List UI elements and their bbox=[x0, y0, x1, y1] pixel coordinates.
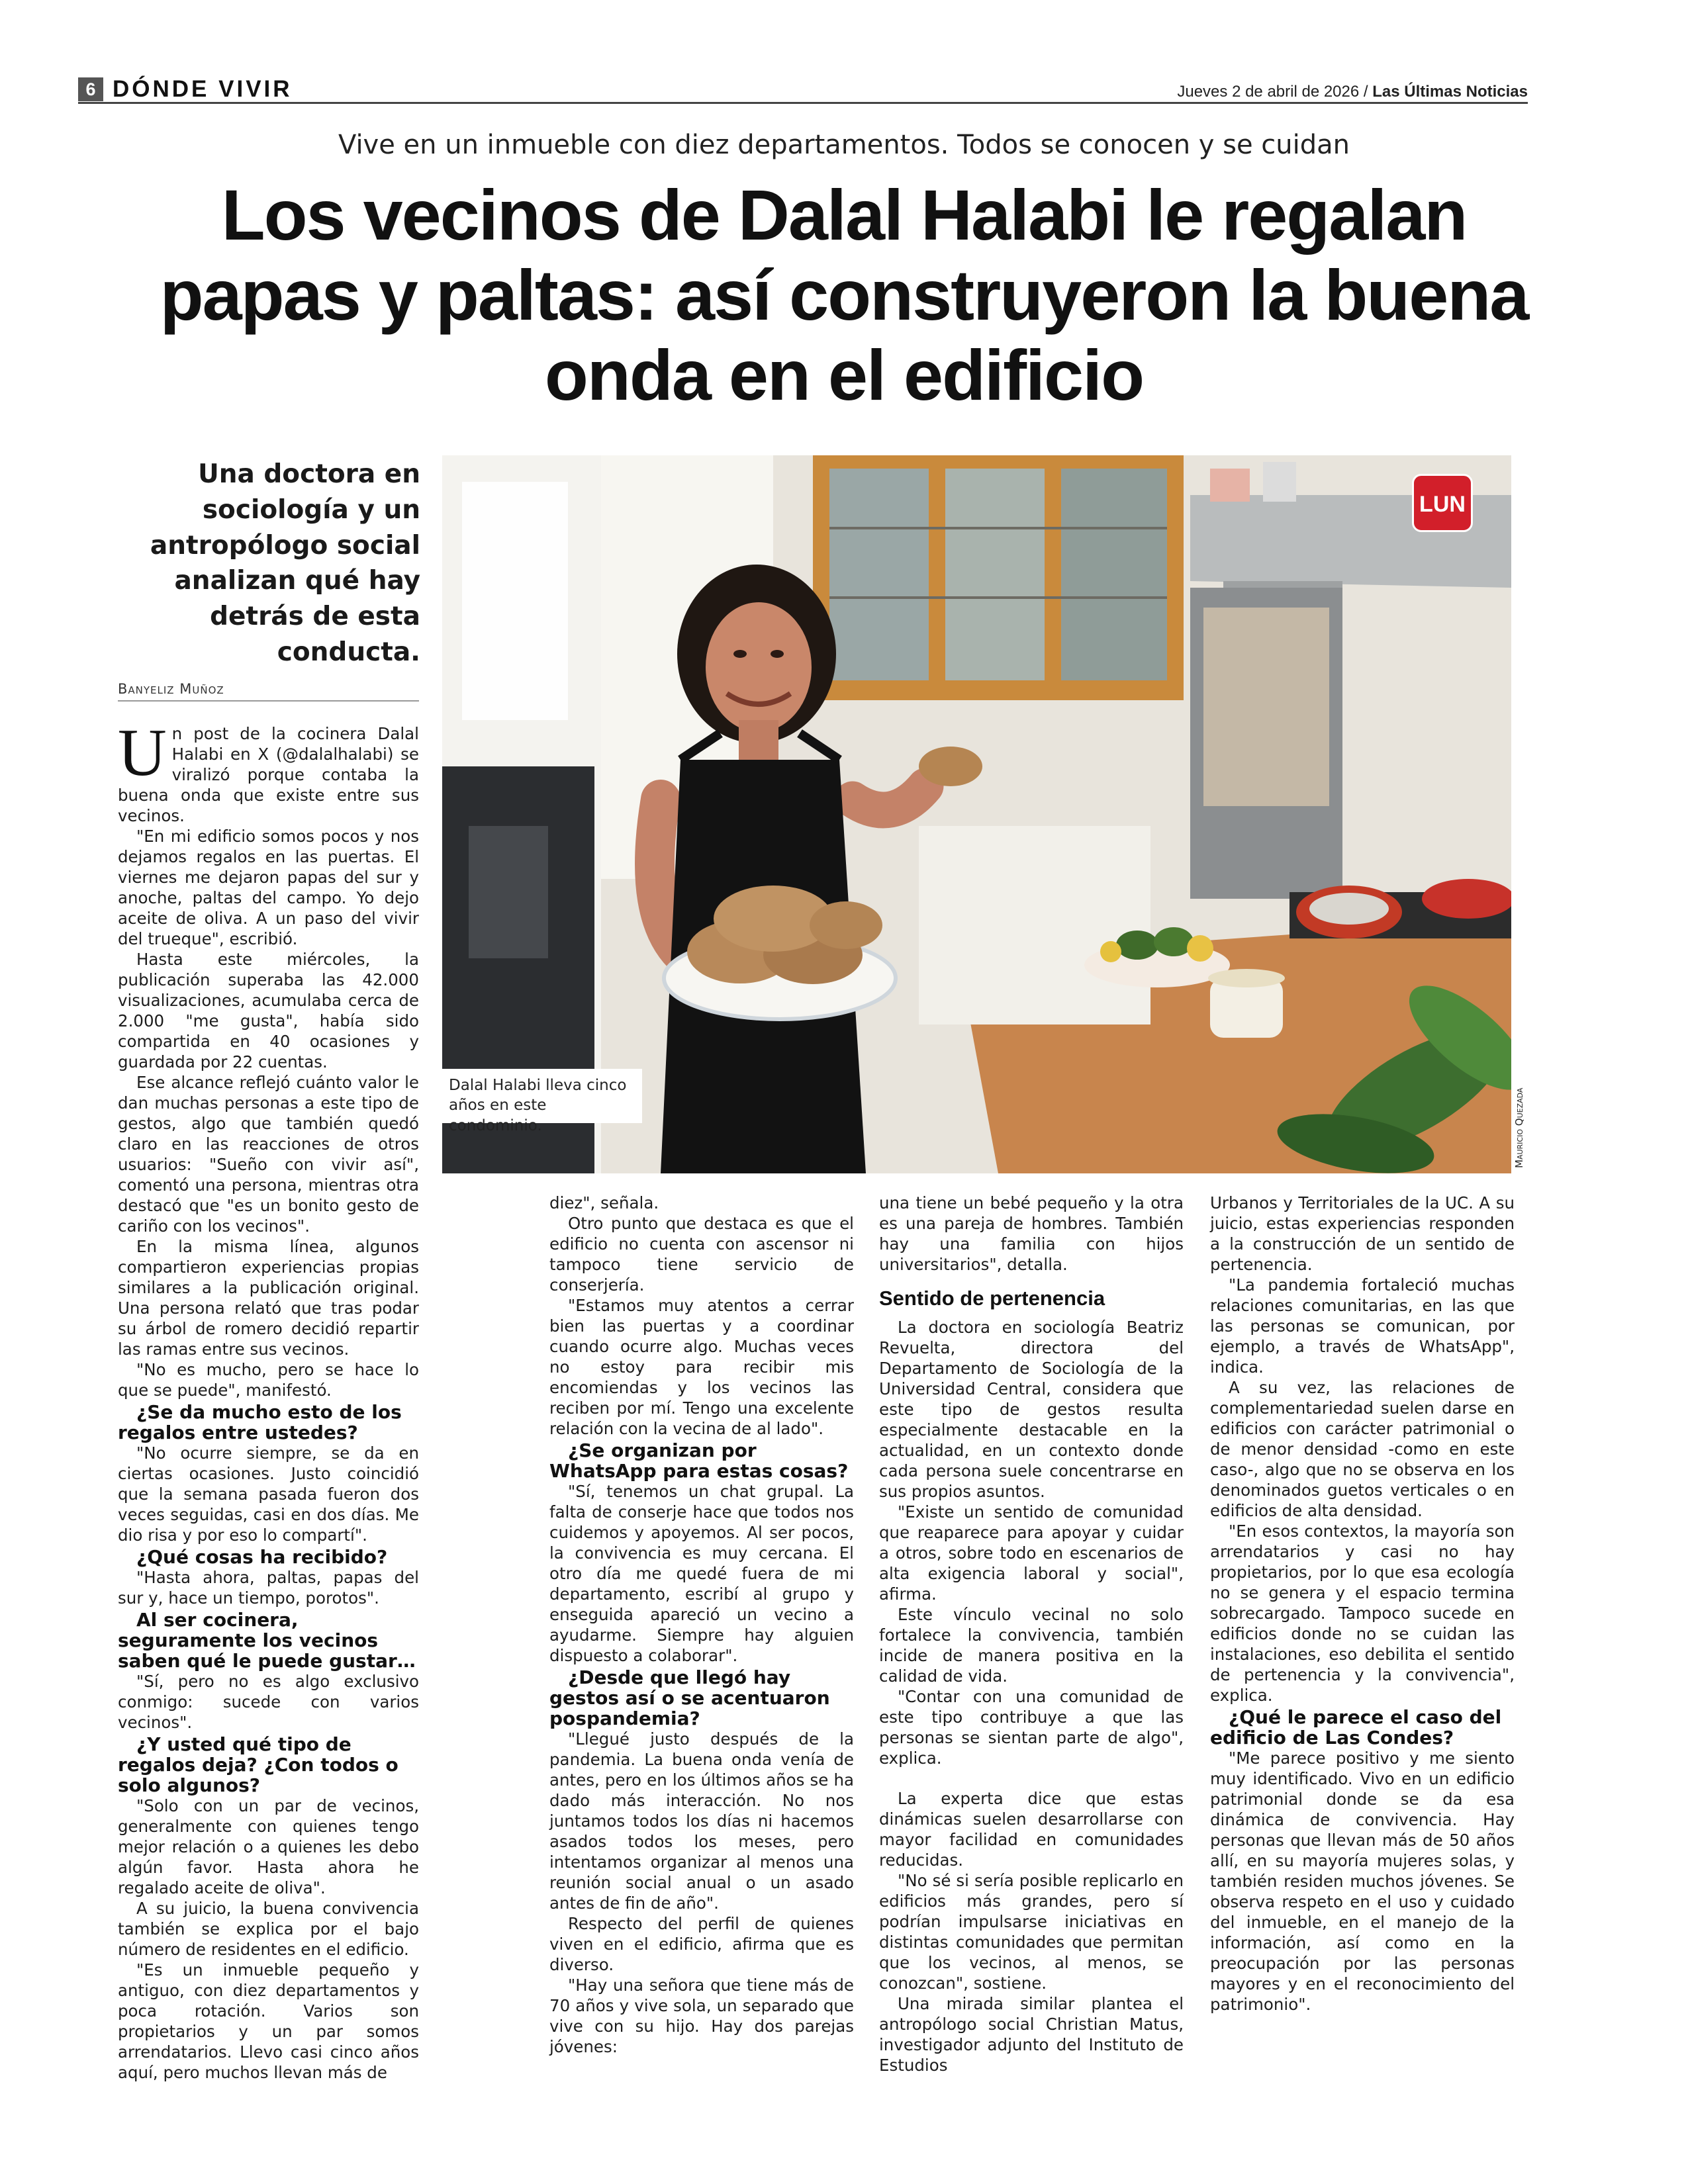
paragraph-gap bbox=[879, 1768, 1184, 1788]
paragraph: "En esos contextos, la mayoría son arrendatarios y casi no hay propietarios, por lo que esa ecología no se genera y el espacio termina sobrecargado. Tampoco sucede en edificios donde no se cuidan las instalaciones, eso debilita el sentido de pertenencia y la convivencia", explica. bbox=[1210, 1522, 1515, 1705]
paragraph: Una mirada similar plantea el antropólogo social Christian Matus, investigador adjunto del Instituto de Estudios bbox=[879, 1994, 1184, 2075]
interview-answer: "Solo con un par de vecinos, generalmente con quienes tengo mejor relación o a quienes les debo algún favor. Hasta ahora he regalado aceite de oliva". bbox=[118, 1796, 419, 1897]
paragraph: una tiene un bebé pequeño y la otra es una pareja de hombres. También hay una familia con hijos universitarios", detalla. bbox=[879, 1193, 1184, 1274]
interview-question: ¿Desde que llegó hay gestos así o se acentuaron pospandemia? bbox=[549, 1666, 830, 1729]
interview-answer: "No ocurre siempre, se da en ciertas ocasiones. Justo coincidió que la semana pasada fueron dos veces seguidas, casi en dos días. Me dio risa y por eso lo compartí". bbox=[118, 1443, 419, 1545]
date-separator: / bbox=[1363, 83, 1368, 101]
interview-answer: "Hasta ahora, paltas, papas del sur y, hace un tiempo, porotos". bbox=[118, 1568, 419, 1608]
paragraph: "Contar con una comunidad de este tipo contribuye a que las personas se sientan parte de algo", explica. bbox=[879, 1687, 1184, 1768]
publication-name: Las Últimas Noticias bbox=[1372, 83, 1528, 101]
paragraph: "Es un inmueble pequeño y antiguo, con diez departamentos y poca rotación. Varios son propietarios y un par somos arrendatarios. Llevo casi cinco años aquí, pero muchos llevan más de bbox=[118, 1960, 419, 2082]
paragraph: La experta dice que estas dinámicas suelen desarrollarse con mayor facilidad en comunidades reducidas. bbox=[879, 1789, 1184, 1870]
paragraph: diez", señala. bbox=[549, 1193, 659, 1212]
paragraph: A su juicio, la buena convivencia también se explica por el bajo número de residentes en el edificio. bbox=[118, 1899, 419, 1959]
interview-question: ¿Se organizan por WhatsApp para estas cosas? bbox=[549, 1439, 849, 1482]
paragraph: En la misma línea, algunos compartieron experiencias propias similares a la publicación original. Una persona relató que tras podar su árbol de romero decidió repartir las ramas entre sus vecinos. bbox=[118, 1237, 419, 1359]
paragraph: "No es mucho, pero se hace lo que se puede", manifestó. bbox=[118, 1360, 419, 1400]
article-photo bbox=[442, 455, 1511, 1173]
paragraph: Este vínculo vecinal no solo fortalece la convivencia, también incide de manera positiva en la calidad de vida. bbox=[879, 1605, 1184, 1686]
subheading: Sentido de pertenencia bbox=[879, 1287, 1105, 1310]
paragraph: Ese alcance reflejó cuánto valor le dan muchas personas a este tipo de gestos, algo que también quedó claro en las reacciones de otros usuarios: "Sueño con vivir así", comentó una persona, mientras otra destacó que "es un bonito gesto de cariño con los vecinos". bbox=[118, 1073, 419, 1236]
paragraph: "La pandemia fortaleció muchas relaciones comunitarias, en las que las personas se comunican, por ejemplo, a través de WhatsApp", indica. bbox=[1210, 1275, 1515, 1377]
paragraph: La doctora en sociología Beatriz Revuelta, directora del Departamento de Sociología de la Universidad Central, considera que este tipo de gestos resulta especialmente destacable en la actualidad, en un contexto donde cada persona suele concentrarse en sus propios asuntos. bbox=[879, 1318, 1184, 1501]
interview-question: ¿Qué le parece el caso del edificio de Las Condes? bbox=[1210, 1706, 1502, 1749]
paragraph: Hasta este miércoles, la publicación superaba las 42.000 visualizaciones, acumulaba cerca de 2.000 "me gusta", había sido compartida en 40 ocasiones y guardada por 22 cuentas. bbox=[118, 950, 419, 1071]
interview-answer: "Llegué justo después de la pandemia. La buena onda venía de antes, pero en los últimos años se ha dado más interacción. No nos juntamos todos los días ni hacemos asados todos los meses, pero intentamos organizar al menos una reunión social anual o un asado antes de fin de año". bbox=[549, 1729, 854, 1913]
byline-rule bbox=[118, 700, 419, 702]
photo-caption: Dalal Halabi lleva cinco años en este condominio. bbox=[442, 1069, 642, 1123]
interview-question: ¿Qué cosas ha recibido? bbox=[136, 1546, 388, 1568]
paragraph: "No sé si sería posible replicarlo en edificios más grandes, pero sí podrían impulsarse iniciativas en distintas comunidades que permitan que los vecinos, al menos, se conozcan", sostiene. bbox=[879, 1871, 1184, 1993]
lun-logo-text: LUN bbox=[1419, 492, 1466, 517]
paragraph: Respecto del perfil de quienes viven en el edificio, afirma que es diverso. bbox=[549, 1914, 854, 1974]
issue-date: Jueves 2 de abril de 2026 bbox=[1177, 83, 1360, 101]
drop-cap: U bbox=[118, 715, 167, 790]
interview-question: Al ser cocinera, seguramente los vecinos saben qué le puede gustar… bbox=[118, 1609, 416, 1672]
paragraph: "Estamos muy atentos a cerrar bien las puertas y a coordinar cuando ocurre algo. Muchas veces no estoy para recibir mis encomiendas y los vecinos las reciben por mí. Tengo una excelente relación con la vecina de al lado". bbox=[549, 1296, 854, 1438]
interview-question: ¿Se da mucho esto de los regalos entre ustedes? bbox=[118, 1401, 402, 1443]
paragraph: Urbanos y Territoriales de la UC. A su juicio, estas experiencias responden a la construcción de un sentido de pertenencia. bbox=[1210, 1193, 1515, 1274]
body-column-1 bbox=[118, 715, 419, 2083]
paragraph: Otro punto que destaca es que el edificio no cuenta con ascensor ni tampoco tiene servicio de conserjería. bbox=[549, 1214, 854, 1295]
paragraph: A su vez, las relaciones de complementariedad suelen darse en edificios con carácter patrimonial o de menor densidad -como en este caso-, algo que no se observa en los denominados guetos verticales o en edificios de alta densidad. bbox=[1210, 1378, 1515, 1520]
paragraph: "Hay una señora que tiene más de 70 años y vive sola, un separado que vive con su hijo. Hay dos parejas jóvenes: bbox=[549, 1976, 854, 2056]
interview-answer: "Sí, tenemos un chat grupal. La falta de conserje hace que todos nos cuidemos y apoyemos. Al ser pocos, la convivencia es muy cercana. El otro día me quedé fuera de mi departamento, escribí al grupo y enseguida apareció un vecino a ayudarme. Siempre hay alguien dispuesto a colaborar". bbox=[549, 1482, 854, 1665]
interview-answer: "Sí, pero no es algo exclusivo conmigo: sucede con varios vecinos". bbox=[118, 1672, 419, 1732]
deck: Una doctora en sociología y un antropólogo social analizan qué hay detrás de esta conducta. bbox=[150, 459, 420, 668]
lun-logo-badge bbox=[1412, 474, 1473, 532]
kicker: Vive en un inmueble con diez departamentos. Todos se conocen y se cuidan bbox=[338, 130, 1350, 160]
paragraph: "Existe un sentido de comunidad que reaparece para apoyar y cuidar a otros, sobre todo en escenarios de alta exigencia laboral y social", afirma. bbox=[879, 1502, 1184, 1604]
body-column-3 bbox=[879, 1193, 1184, 2075]
date-line bbox=[1177, 83, 1528, 101]
byline: Banyeliz Muñoz bbox=[118, 681, 224, 697]
photo-credit: Mauricio Quezada bbox=[1513, 1087, 1525, 1168]
kitchen-scene-illustration bbox=[442, 455, 1511, 1173]
lead-paragraph bbox=[118, 715, 419, 826]
section-name: DÓNDE VIVIR bbox=[113, 76, 293, 102]
interview-question: ¿Y usted qué tipo de regalos deja? ¿Con todos o solo algunos? bbox=[118, 1733, 399, 1796]
headline: Los vecinos de Dalal Halabi le regalan papas y paltas: así construyeron la buena onda en el edificio bbox=[160, 175, 1528, 415]
interview-answer: "Me parece positivo y me siento muy identificado. Vivo en un edificio patrimonial donde se da esa dinámica de convivencia. Hay personas que llevan más de 50 años allí, en su mayoría mujeres solas, y también residen muchos jóvenes. Se observa respeto en el uso y cuidado del inmueble, en el manejo de la información, así como en la preocupación por las personas mayores y en el reconocimiento del patrimonio". bbox=[1210, 1749, 1515, 2014]
lead-text: n post de la cocinera Dalal Halabi en X (@dalalhalabi) se viralizó porque contaba la buena onda que existe entre sus vecinos. bbox=[118, 724, 419, 825]
body-column-2 bbox=[549, 1193, 854, 2057]
body-column-4 bbox=[1210, 1193, 1515, 2015]
section-header bbox=[78, 77, 1528, 104]
page-number: 6 bbox=[78, 77, 103, 101]
paragraph: "En mi edificio somos pocos y nos dejamos regalos en las puertas. El viernes me dejaron papas del sur y anoche, paltas del campo. Yo dejo aceite de oliva. A un paso del vivir del trueque", escribió. bbox=[118, 827, 419, 948]
